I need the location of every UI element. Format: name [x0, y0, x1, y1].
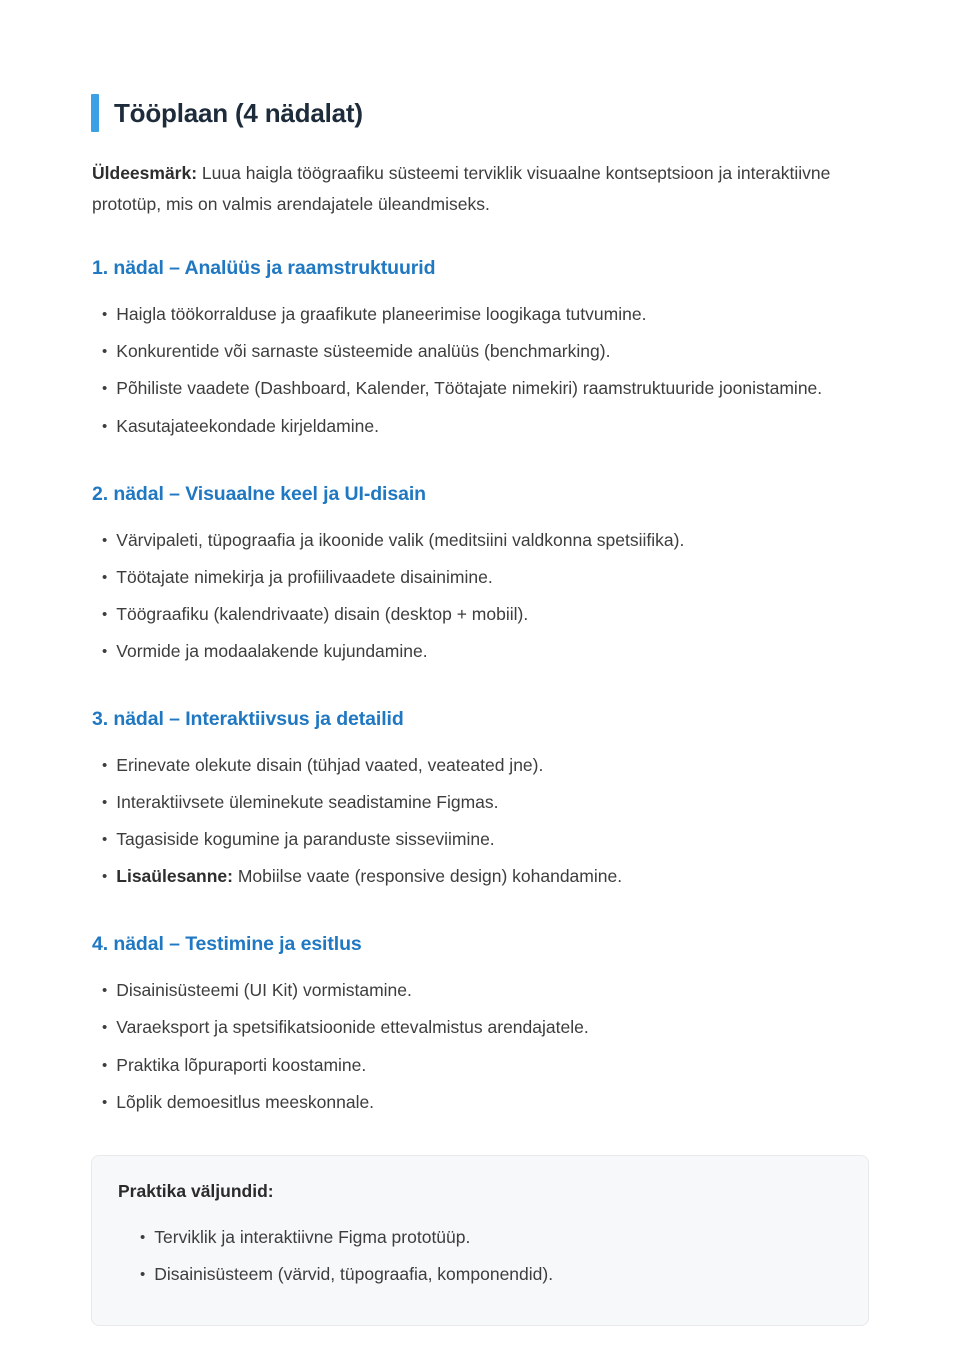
list-item — [102, 559, 869, 596]
list-item-text: Terviklik ja interaktiivne Figma prototüüp. — [154, 1226, 471, 1247]
bullet-icon: • — [102, 1056, 108, 1074]
bullet-icon: • — [140, 1228, 146, 1246]
list-item — [102, 972, 869, 1009]
list-item-text: Erinevate olekute disain (tühjad vaated, veateated jne). — [116, 755, 544, 775]
intro-paragraph — [92, 158, 869, 219]
page-title: Tööplaan (4 nädalat) — [114, 97, 363, 128]
list-item-text: Disainisüsteemi (UI Kit) vormistamine. — [116, 980, 412, 1001]
list-item — [102, 1009, 869, 1046]
list-item — [102, 333, 869, 370]
list-item — [140, 1256, 842, 1293]
bullet-icon: • — [102, 831, 108, 849]
list-item — [102, 296, 869, 333]
bullet-icon: • — [102, 343, 108, 361]
title-accent-bar-icon — [91, 94, 99, 132]
list-item-text: Lisaülesanne: Mobiilse vaate (responsive design) kohandamine. — [116, 866, 623, 887]
bullet-icon: • — [102, 794, 108, 812]
list-item-text: Interaktiivsete üleminekute seadistamine Figmas. — [116, 792, 499, 813]
list-item-text: Töögraafiku (kalendrivaate) disain (desktop + mobiil). — [116, 603, 529, 624]
callout-heading: Praktika väljundid: — [118, 1180, 274, 1201]
section-heading: 4. nädal – Testimine ja esitlus — [92, 933, 362, 956]
intro-text: Luua haigla töögraafiku süsteemi terviklik visuaalne kontseptsioon ja interaktiivne prototüp, mis on valmis arendajatele üleandmiseks. — [92, 163, 831, 214]
list-item — [102, 784, 869, 821]
intro-bold-label: Üldeesmärk: — [92, 163, 198, 183]
list-item — [102, 747, 869, 784]
bullet-icon: • — [102, 642, 108, 660]
bullet-icon: • — [102, 1019, 108, 1037]
section-heading: 2. nädal – Visuaalne keel ja UI-disain — [92, 482, 426, 505]
bullet-icon: • — [102, 868, 108, 886]
bullet-icon: • — [102, 982, 108, 1000]
bullet-icon: • — [102, 1093, 108, 1111]
section-week-3 — [91, 708, 869, 895]
list-item — [102, 1047, 869, 1084]
section-week-2 — [91, 483, 869, 670]
bullet-list — [91, 972, 869, 1120]
list-item-text: Lõplik demoesitlus meeskonnale. — [116, 1091, 375, 1112]
list-item-text: Värvipaleti, tüpograafia ja ikoonide valik (meditsiini valdkonna spetsiifika). — [116, 529, 685, 550]
list-item-text: Põhiliste vaadete (Dashboard, Kalender, Töötajate nimekiri) raamstruktuuride joonistamine. — [116, 378, 823, 399]
list-item-text: Konkurentide või sarnaste süsteemide analüüs (benchmarking). — [116, 341, 611, 362]
bullet-icon: • — [102, 605, 108, 623]
list-item — [102, 370, 869, 407]
list-item — [102, 821, 869, 858]
bullet-icon: • — [102, 417, 108, 435]
section-heading: 3. nädal – Interaktiivsus ja detailid — [92, 708, 404, 730]
bullet-list — [91, 522, 869, 670]
bullet-icon: • — [140, 1265, 146, 1283]
section-week-1 — [91, 257, 869, 444]
bullet-icon: • — [102, 568, 108, 586]
bullet-icon: • — [102, 380, 108, 398]
list-item-text: Disainisüsteem (värvid, tüpograafia, komponendid). — [154, 1263, 554, 1284]
list-item-text: Tagasiside kogumine ja paranduste sisseviimine. — [116, 829, 495, 850]
list-item — [102, 633, 869, 670]
list-item-text: Praktika lõpuraporti koostamine. — [116, 1054, 367, 1075]
section-week-4 — [91, 933, 869, 1120]
list-item-text: Kasutajateekondade kirjeldamine. — [116, 415, 379, 436]
callout-bullet-list — [118, 1219, 842, 1293]
list-item-text: Varaeksport ja spetsifikatsioonide ettevalmistus arendajatele. — [116, 1017, 589, 1038]
list-item-text: Haigla töökorralduse ja graafikute planeerimise loogikaga tutvumine. — [116, 304, 647, 325]
bullet-list — [91, 747, 869, 895]
bullet-icon: • — [102, 306, 108, 324]
section-heading: 1. nädal – Analüüs ja raamstruktuurid — [92, 257, 436, 280]
list-item-text: Töötajate nimekirja ja profiilivaadete disainimine. — [116, 566, 493, 587]
list-item — [102, 858, 869, 895]
list-item — [102, 1084, 869, 1121]
list-item — [102, 596, 869, 633]
practice-outputs-callout — [91, 1155, 869, 1326]
list-item-text: Vormide ja modaalakende kujundamine. — [116, 640, 428, 661]
bullet-icon: • — [102, 531, 108, 549]
list-item — [102, 408, 869, 445]
list-item — [140, 1219, 842, 1256]
list-item — [102, 522, 869, 559]
bullet-list — [91, 296, 869, 444]
document-title-block — [91, 94, 869, 132]
bullet-icon: • — [102, 757, 108, 774]
